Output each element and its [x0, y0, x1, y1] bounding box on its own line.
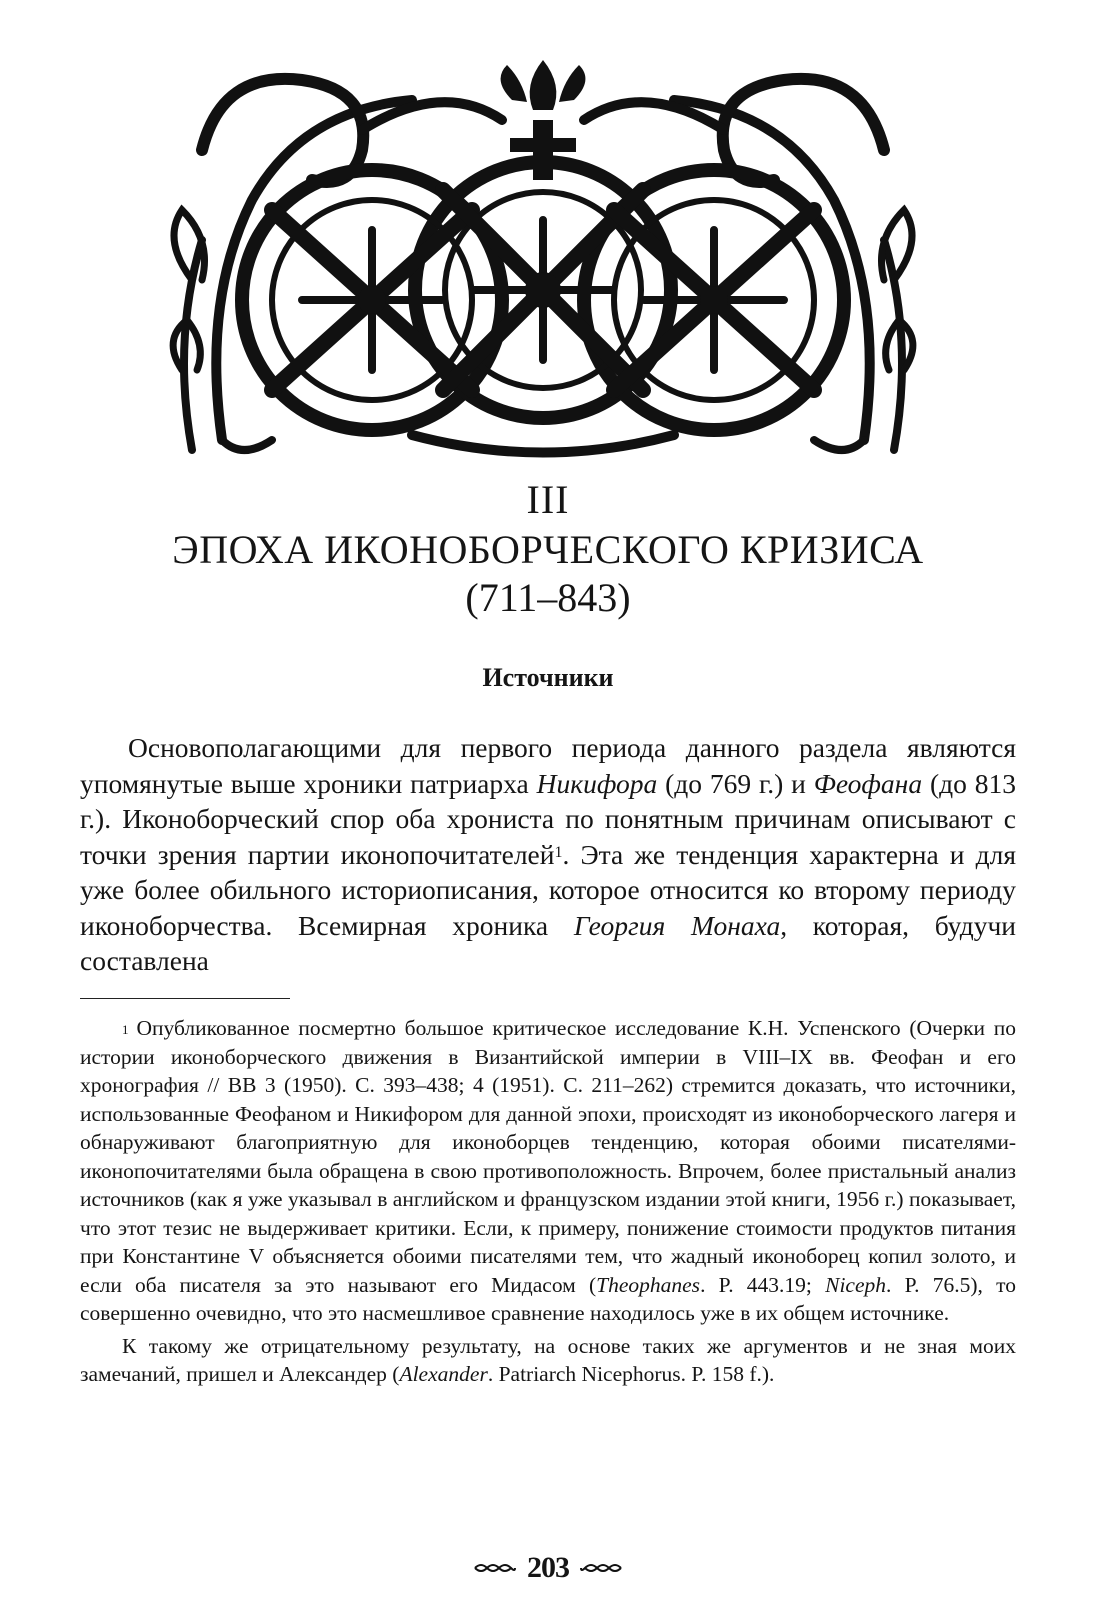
footnotes	[80, 1014, 1016, 1393]
chapter-title: ЭПОХА ИКОНОБОРЧЕСКОГО КРИЗИСА	[172, 527, 924, 572]
text-run: Опубликованное посмертно большое критическое исследование К.Н. Успенского (Очерки по истории иконоборческого движения в Византийской империи в VIII–IX вв. Феофан и его хронография // ВВ 3 (1950). С. 393–438; 4 (1951). С. 211–262) стремится доказать, что источники, использованные Феофаном и Никифором для данной эпохи, происходят из иконоборческого лагеря и обнаруживают благоприятную для иконоборцев тенденцию, которая обоими писателями-иконопочитателями была обращена в свою противоположность. Впрочем, более пристальный анализ источников (как я уже указывал в английском и французском издании этой книги, 1956 г.) показывает, что этот тезис не выдерживает критики. Если, к примеру, понижение стоимости продуктов питания при Константине V объясняется обоими писателями тем, что жадный иконоборец копил золото, и если оба писателя за это называют его Мидасом (	[80, 1016, 1016, 1297]
flourish-left-icon	[473, 1561, 517, 1575]
text-run: . P. 76.5), то совершенно очевидно, что это насмешливое сравнение находилось уже в их общем источнике.	[80, 1272, 1016, 1325]
text-run: К такому же отрицательному результату, на основе таких же аргументов и не зная моих замечаний, пришел и Александер (	[80, 1333, 1016, 1386]
text-run: . P. 443.19;	[700, 1272, 826, 1297]
text-run: Основополагающими для первого периода данного раздела являются упомянутые выше хроники патриарха	[80, 732, 1016, 799]
text-run: . Эта же тенденция характерна и для уже более обильного историописания, которое относится ко второму периоду иконоборчества. Всемирная хроника	[80, 838, 1016, 941]
italic-name: Никифора	[536, 767, 658, 799]
footnote-divider	[80, 998, 290, 999]
body-text	[80, 730, 1016, 979]
chapter-number: III	[526, 477, 570, 522]
text-run: (до 813 г.). Иконоборческий спор оба хрониста по понятным причинам описывают с точки зрения партии иконопочитателей	[80, 767, 1016, 870]
italic-citation: Niceph	[825, 1272, 887, 1297]
italic-name: Георгия Монаха	[573, 909, 781, 941]
text-run: , которая, будучи составлена	[80, 909, 1016, 976]
text-run: (до 769 г.) и	[657, 767, 814, 799]
celtic-knot-ornament-icon	[162, 40, 924, 464]
body-paragraph	[80, 730, 1016, 979]
footnote-reference[interactable]: 1	[554, 843, 563, 861]
chapter-dates: (711–843)	[465, 575, 631, 620]
flourish-right-icon	[579, 1561, 623, 1575]
page-footer	[0, 1548, 1096, 1588]
page-number: 203	[527, 1551, 569, 1584]
italic-citation: Theophanes	[596, 1272, 701, 1297]
section-heading: Источники	[482, 663, 614, 692]
footnote-mark: 1	[122, 1022, 129, 1037]
footnote-continuation	[80, 1332, 1016, 1389]
italic-citation: Alexander	[399, 1362, 488, 1386]
footnote-1	[80, 1014, 1016, 1328]
text-run: . Patriarch Nicephorus. P. 158 f.).	[487, 1362, 775, 1386]
italic-name: Феофана	[813, 767, 923, 799]
